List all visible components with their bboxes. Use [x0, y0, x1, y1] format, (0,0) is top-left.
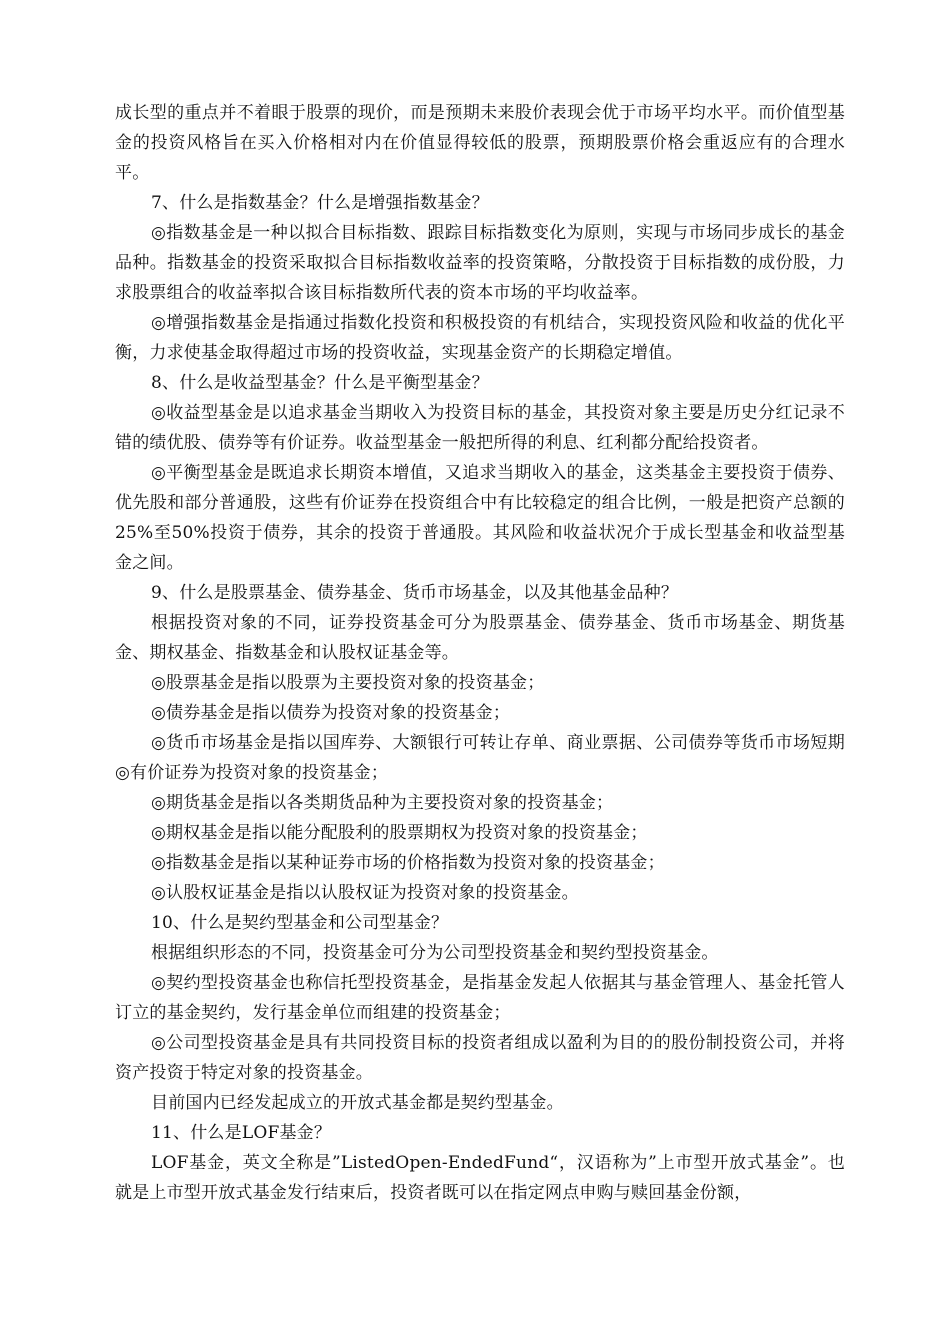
paragraph-enhanced-index-fund: ◎增强指数基金是指通过指数化投资和积极投资的有机结合，实现投资风险和收益的优化平衡，力求使基金取得超过市场的投资收益，实现基金资产的长期稳定增值。	[115, 313, 845, 363]
paragraph-warrant-fund: ◎认股权证基金是指以认股权证为投资对象的投资基金。	[151, 883, 579, 903]
paragraph-corporate-fund: ◎公司型投资基金是具有共同投资目标的投资者组成以盈利为目的的股份制投资公司，并将资产投资于特定对象的投资基金。	[115, 1033, 845, 1083]
paragraph-futures-fund: ◎期货基金是指以各类期货品种为主要投资对象的投资基金；	[151, 793, 614, 813]
paragraph-index-fund: ◎指数基金是一种以拟合目标指数、跟踪目标指数变化为原则，实现与市场同步成长的基金品种。指数基金的投资采取拟合目标指数收益率的投资策略，分散投资于目标指数的成份股，力求股票组合的收益率拟合该目标指数所代表的资本市场的平均收益率。	[115, 223, 845, 303]
paragraph-domestic-open-end: 目前国内已经发起成立的开放式基金都是契约型基金。	[151, 1093, 564, 1113]
paragraph-options-fund: ◎期权基金是指以能分配股利的股票期权为投资对象的投资基金；	[151, 823, 648, 843]
paragraph-index-fund-short: ◎指数基金是指以某种证券市场的价格指数为投资对象的投资基金；	[151, 853, 665, 873]
paragraph-balanced-fund: ◎平衡型基金是既追求长期资本增值，又追求当期收入的基金，这类基金主要投资于债券、优先股和部分普通股，这些有价证券在投资组合中有比较稳定的组合比例，一般是把资产总额的25%至50%投资于债券，其余的投资于普通股。其风险和收益状况介于成长型基金和收益型基金之间。	[115, 463, 845, 573]
section-heading-7: 7、什么是指数基金？什么是增强指数基金？	[151, 193, 489, 213]
paragraph-organization-form: 根据组织形态的不同，投资基金可分为公司型投资基金和契约型投资基金。	[151, 943, 719, 963]
paragraph-lof-fund: LOF基金，英文全称是”ListedOpen-EndedFund“，汉语称为”上市型开放式基金”。也就是上市型开放式基金发行结束后，投资者既可以在指定网点申购与赎回基金份额，	[115, 1153, 845, 1203]
paragraph-stock-fund: ◎股票基金是指以股票为主要投资对象的投资基金；	[151, 673, 545, 693]
section-heading-11: 11、什么是LOF基金？	[151, 1123, 332, 1143]
section-heading-8: 8、什么是收益型基金？什么是平衡型基金？	[151, 373, 489, 393]
paragraph-contractual-fund: ◎契约型投资基金也称信托型投资基金，是指基金发起人依据其与基金管理人、基金托管人订立的基金契约，发行基金单位而组建的投资基金；	[115, 973, 845, 1023]
paragraph-bond-fund: ◎债券基金是指以债券为投资对象的投资基金；	[151, 703, 511, 723]
paragraph-money-market-fund: ◎货币市场基金是指以国库券、大额银行可转让存单、商业票据、公司债券等货币市场短期◎有价证券为投资对象的投资基金；	[115, 733, 845, 783]
document-body	[115, 98, 845, 1208]
paragraph-fund-classification: 根据投资对象的不同，证券投资基金可分为股票基金、债券基金、货币市场基金、期货基金、期权基金、指数基金和认股权证基金等。	[115, 613, 845, 663]
paragraph-growth-value-continuation: 成长型的重点并不着眼于股票的现价，而是预期未来股价表现会优于市场平均水平。而价值型基金的投资风格旨在买入价格相对内在价值显得较低的股票，预期股票价格会重返应有的合理水平。	[115, 103, 845, 183]
section-heading-9: 9、什么是股票基金、债券基金、货币市场基金，以及其他基金品种？	[151, 583, 679, 603]
paragraph-income-fund: ◎收益型基金是以追求基金当期收入为投资目标的基金，其投资对象主要是历史分红记录不错的绩优股、债券等有价证券。收益型基金一般把所得的利息、红利都分配给投资者。	[115, 403, 845, 453]
section-heading-10: 10、什么是契约型基金和公司型基金？	[151, 913, 449, 933]
